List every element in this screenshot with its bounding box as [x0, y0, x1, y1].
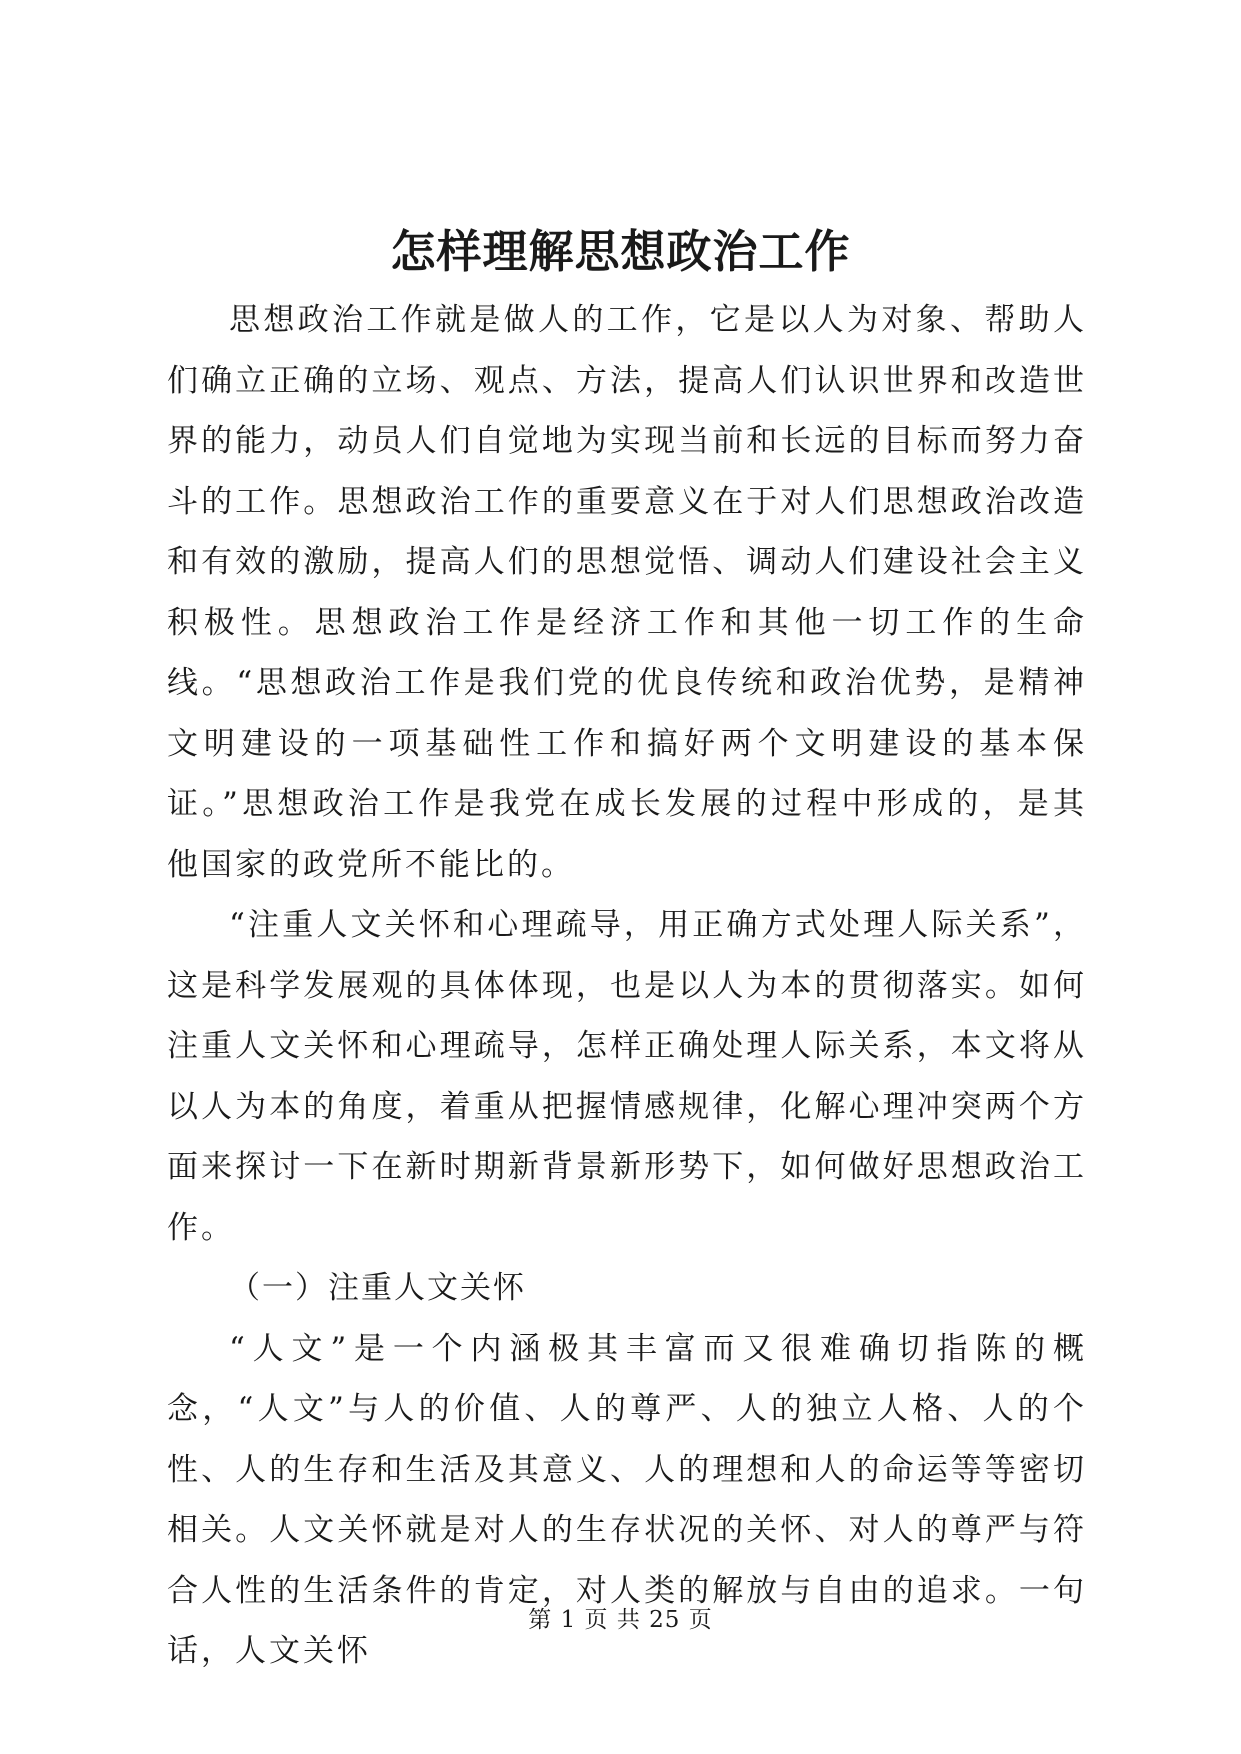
paragraph-intro: 思想政治工作就是做人的工作，它是以人为对象、帮助人们确立正确的立场、观点、方法，提高人们认识世界和改造世界的能力，动员人们自觉地为实现当前和长远的目标而努力奋斗的工作。思想政治工作的重要意义在于对人们思想政治改造和有效的激励，提高人们的思想觉悟、调动人们建设社会主义积极性。思想政治工作是经济工作和其他一切工作的生命线。“思想政治工作是我们党的优良传统和政治优势，是精神文明建设的一项基础性工作和搞好两个文明建设的基本保证。”思想政治工作是我党在成长发展的过程中形成的，是其他国家的政党所不能比的。 — [167, 302, 1087, 883]
page-number-footer: 第 1 页 共 25 页 — [528, 1607, 713, 1633]
document-body — [167, 290, 1087, 1682]
paragraph-humanities-concept: “人文”是一个内涵极其丰富而又很难确切指陈的概念，“人文”与人的价值、人的尊严、人的独立人格、人的个性、人的生存和生活及其意义、人的理想和人的命运等等密切相关。人文关怀就是对人的生存状况的关怀、对人的尊严与符合人性的生活条件的肯定，对人类的解放与自由的追求。一句话，人文关怀 — [167, 1330, 1087, 1669]
section-heading: （一）注重人文关怀 — [229, 1270, 526, 1306]
document-title: 怎样理解思想政治工作 — [390, 225, 851, 278]
paragraph-humanistic-care: “注重人文关怀和心理疏导，用正确方式处理人际关系”，这是科学发展观的具体体现，也是以人为本的贯彻落实。如何注重人文关怀和心理疏导，怎样正确处理人际关系，本文将从以人为本的角度，着重从把握情感规律，化解心理冲突两个方面来探讨一下在新时期新背景新形势下，如何做好思想政治工作。 — [167, 907, 1087, 1246]
